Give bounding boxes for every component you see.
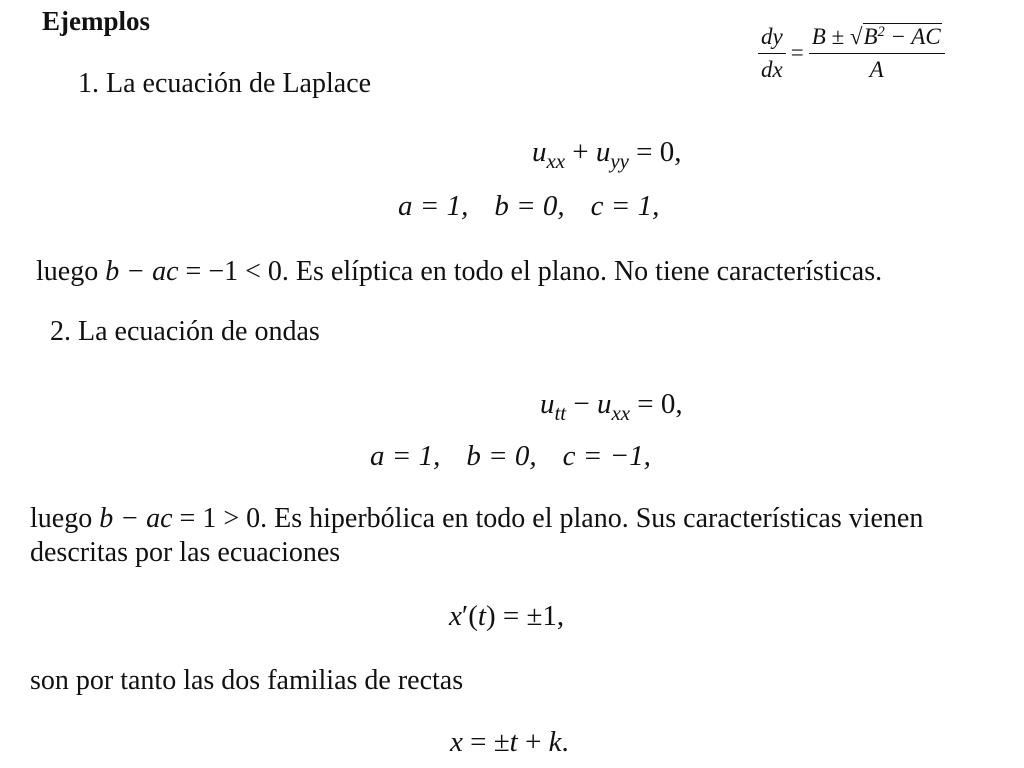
eq-subscript: tt bbox=[554, 400, 567, 425]
derivative-denominator: dx bbox=[761, 57, 783, 82]
eq-rest: = 0, bbox=[630, 388, 683, 420]
coef-b: b = 0, bbox=[494, 190, 565, 222]
example-item-2 bbox=[50, 316, 320, 348]
eq-var: u bbox=[540, 388, 555, 420]
item-number: 2. bbox=[50, 316, 71, 347]
eq-var: x bbox=[449, 600, 462, 632]
wave-coefficients bbox=[370, 440, 651, 473]
item-number: 1. bbox=[78, 68, 99, 99]
example-item-1 bbox=[78, 68, 371, 100]
text-expression: b − ac bbox=[99, 503, 173, 534]
item-title: La ecuación de Laplace bbox=[106, 68, 372, 99]
text-suffix: = −1 < 0. Es elíptica en todo el plano. No tiene características. bbox=[178, 256, 883, 287]
equals-sign: = bbox=[790, 39, 804, 65]
coef-c: c = −1, bbox=[562, 440, 651, 472]
radicand-rest: − AC bbox=[884, 24, 941, 49]
eq-var: t bbox=[509, 726, 518, 758]
coef-a: a = 1, bbox=[370, 440, 441, 472]
eq-var: u bbox=[596, 388, 612, 420]
text-prefix: luego bbox=[36, 256, 106, 287]
eq-subscript: xx bbox=[611, 400, 630, 425]
derivative-fraction bbox=[758, 24, 786, 83]
eq-var: u bbox=[532, 136, 547, 168]
text-prefix: luego bbox=[30, 503, 100, 534]
eq-var: x bbox=[450, 726, 463, 758]
eq-var: u bbox=[595, 136, 611, 168]
item-title: La ecuación de ondas bbox=[78, 316, 320, 347]
solution-denominator: A bbox=[869, 57, 884, 82]
coef-a: a = 1, bbox=[398, 190, 469, 222]
wave-conclusion-line-1 bbox=[30, 503, 923, 535]
characteristics-formula bbox=[758, 24, 945, 83]
eq-var: t bbox=[477, 600, 486, 632]
square-root-icon: √ bbox=[849, 24, 863, 49]
characteristic-ode bbox=[449, 600, 564, 633]
radicand-exponent: 2 bbox=[877, 24, 885, 41]
eq-operator: + bbox=[565, 136, 596, 168]
radicand-base: B bbox=[863, 24, 878, 49]
coef-c: c = 1, bbox=[590, 190, 660, 222]
eq-prime: ′( bbox=[461, 600, 478, 632]
text-suffix: = 1 > 0. Es hiperbólica en todo el plano. Sus características vienen bbox=[172, 503, 924, 534]
eq-subscript: xx bbox=[546, 148, 566, 173]
derivative-numerator: dy bbox=[758, 24, 786, 54]
laplace-equation bbox=[532, 136, 682, 173]
lines-equation bbox=[450, 726, 569, 759]
text-expression: b − ac bbox=[105, 256, 179, 287]
laplace-conclusion bbox=[36, 256, 882, 288]
section-heading: Ejemplos bbox=[42, 6, 150, 36]
coef-b: b = 0, bbox=[466, 440, 537, 472]
numerator-prefix: B ± bbox=[811, 24, 850, 49]
solution-fraction bbox=[809, 24, 945, 83]
eq-subscript: yy bbox=[610, 148, 629, 173]
eq-operator: = ± bbox=[462, 726, 510, 758]
families-text: son por tanto las dos familias de rectas bbox=[30, 665, 464, 696]
wave-conclusion-line-2: descritas por las ecuaciones bbox=[30, 537, 341, 568]
eq-rest: = 0, bbox=[628, 136, 682, 168]
eq-var: k bbox=[548, 726, 562, 758]
eq-operator: − bbox=[566, 388, 597, 420]
eq-rest: ) = ±1, bbox=[485, 600, 565, 632]
laplace-coefficients bbox=[398, 190, 659, 223]
eq-rest: . bbox=[561, 726, 569, 758]
radicand bbox=[863, 23, 942, 49]
wave-equation bbox=[540, 388, 683, 425]
solution-numerator bbox=[809, 24, 945, 54]
eq-operator: + bbox=[517, 726, 549, 758]
